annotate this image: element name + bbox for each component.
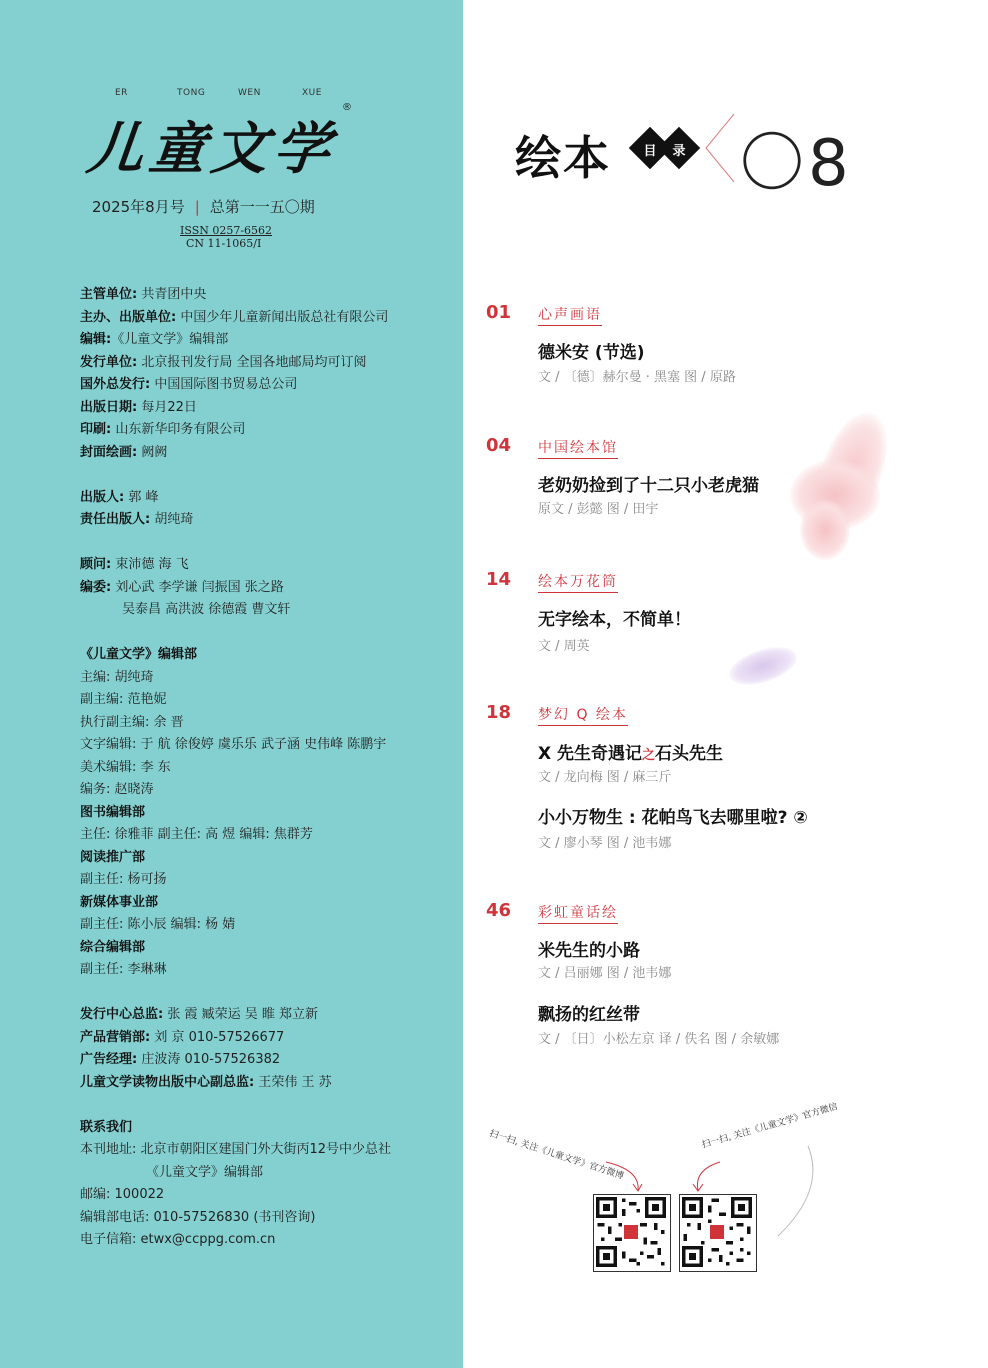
issn-block	[180, 224, 272, 250]
qr-code-wechat-icon[interactable]	[679, 1194, 757, 1272]
toc-title-link[interactable]: 小小万物生 : 花帕鸟飞去哪里啦? ②	[538, 808, 808, 828]
toc-title: 绘本	[515, 131, 611, 185]
toc-page: 01	[486, 302, 512, 323]
toc-byline: 文 / 吕丽娜 图 / 池韦娜	[538, 966, 672, 981]
toc-title-link[interactable]: 无字绘本，不简单！	[538, 610, 691, 630]
toc-byline: 文 / 〔德〕赫尔曼 · 黑塞 图 / 原路	[538, 370, 736, 385]
contact-postcode: 邮编: 100022	[80, 1187, 165, 1202]
pinyin-tong: TONG	[177, 88, 206, 98]
toc-section: 中国绘本馆	[538, 437, 618, 459]
arrow-down-icon	[690, 1160, 730, 1194]
credit-row: 出版人: 郭 峰	[80, 489, 159, 505]
toc-byline: 文 / 廖小琴 图 / 池韦娜	[538, 836, 672, 851]
credit-row: 编务: 赵晓涛	[80, 782, 154, 797]
qr-pattern	[594, 1195, 668, 1269]
toc-page: 14	[486, 569, 512, 590]
dept-heading: 《儿童文学》编辑部	[80, 647, 198, 662]
pinyin-xue: XUE	[302, 88, 322, 98]
toc-page: 18	[486, 702, 512, 723]
cn-number: CN 11-1065/I	[186, 237, 262, 250]
toc-title-link[interactable]: 老奶奶捡到了十二只小老虎猫	[538, 476, 759, 496]
contact-phone: 编辑部电话: 010-57526830 (书刊咨询)	[80, 1209, 316, 1225]
issn-number: ISSN 0257-6562	[180, 224, 273, 237]
credit-row: 发行单位: 北京报刊发行局 全国各地邮局均可订阅	[80, 354, 367, 370]
credit-row: 广告经理: 庄波涛 010-57526382	[80, 1052, 281, 1067]
toc-byline: 文 / 周英	[538, 639, 590, 654]
toc-label-lu: 录	[672, 144, 686, 159]
chevron-left-icon	[700, 110, 740, 186]
dept-heading: 综合编辑部	[80, 939, 146, 955]
credit-row: 产品营销部: 刘 京 010-57526677	[80, 1029, 285, 1045]
issue-number: 〇8	[740, 127, 853, 201]
contact-email: 电子信箱: etwx@ccppg.com.cn	[80, 1232, 276, 1247]
credit-row: 美术编辑: 李 东	[80, 759, 171, 775]
qr-pattern	[680, 1195, 754, 1269]
toc-page: 04	[486, 435, 512, 456]
credit-row: 主办、出版单位: 中国少年儿童新闻出版总社有限公司	[80, 309, 389, 325]
credit-row: 顾问: 束沛德 海 飞	[80, 557, 189, 572]
registered-mark: ®	[342, 102, 352, 113]
dept-heading: 新媒体事业部	[80, 894, 159, 910]
decor-pink-blob	[800, 500, 850, 560]
credit-row: 出版日期: 每月22日	[80, 399, 197, 415]
dept-heading: 阅读推广部	[80, 849, 146, 865]
toc-page: 46	[486, 900, 512, 921]
credit-row: 吴泰昌 高洪波 徐德霞 曹文轩	[122, 602, 291, 617]
decor-lilac-blob	[725, 640, 801, 692]
qr-caption-wechat: 扫一扫, 关注《儿童文学》官方微信	[700, 1102, 839, 1151]
toc-label-mu: 目	[643, 144, 657, 159]
decor-arc	[768, 1140, 828, 1240]
toc-title-link[interactable]: 德米安 (节选)	[538, 343, 645, 363]
credit-row: 副主任: 杨可扬	[80, 872, 167, 887]
credit-row: 发行中心总监: 张 霞 臧荣运 吴 睢 郑立新	[80, 1007, 318, 1022]
dept-heading: 图书编辑部	[80, 804, 146, 820]
arrow-down-icon	[600, 1160, 650, 1194]
credit-row: 责任出版人: 胡纯琦	[80, 512, 194, 527]
credit-row: 主任: 徐雅菲 副主任: 高 煜 编辑: 焦群芳	[80, 827, 313, 842]
credits-list	[80, 284, 460, 1252]
issue-line	[92, 196, 315, 217]
issue-separator: |	[194, 198, 200, 216]
credit-row: 封面绘画: 阙阙	[80, 444, 168, 460]
credit-row: 副主编: 范艳妮	[80, 692, 167, 707]
contact-heading: 联系我们	[80, 1119, 133, 1135]
magazine-logo: 儿童文学	[84, 116, 340, 182]
toc-section: 彩虹童话绘	[538, 902, 618, 924]
contact-address: 本刊地址: 北京市朝阳区建国门外大街丙12号中少总社	[80, 1142, 392, 1157]
toc-title-link[interactable]: 飘扬的红丝带	[538, 1005, 640, 1025]
toc-byline: 文 / 〔日〕小松左京 译 / 佚名 图 / 余敏娜	[538, 1032, 780, 1047]
toc-section: 心声画语	[538, 304, 602, 326]
credit-row: 执行副主编: 余 晋	[80, 714, 184, 730]
qr-caption-weibo: 扫一扫, 关注《儿童文学》官方微博	[487, 1128, 625, 1182]
toc-section: 绘本万花筒	[538, 571, 618, 593]
credit-row: 编委: 刘心武 李学谦 闫振国 张之路	[80, 579, 284, 595]
toc-title-link[interactable]: 米先生的小路	[538, 941, 640, 961]
pinyin-wen: WEN	[238, 88, 261, 98]
credit-row: 文字编辑: 于 航 徐俊婷 虞乐乐 武子涵 史伟峰 陈鹏宇	[80, 737, 387, 752]
issue-date: 2025年8月号	[92, 198, 185, 216]
toc-byline: 文 / 龙向梅 图 / 麻三斤	[538, 770, 672, 785]
credit-row: 副主任: 陈小辰 编辑: 杨 婧	[80, 917, 236, 932]
pinyin-er: ER	[115, 88, 128, 98]
credit-row: 主编: 胡纯琦	[80, 669, 154, 685]
credit-row: 编辑:《儿童文学》编辑部	[80, 332, 229, 347]
credit-row: 副主任: 李琳琳	[80, 962, 167, 977]
toc-title-link[interactable]: X 先生奇遇记之石头先生	[538, 744, 724, 764]
credit-row: 国外总发行: 中国国际图书贸易总公司	[80, 377, 298, 392]
contact-address-line2: 《儿童文学》编辑部	[146, 1164, 264, 1180]
issue-serial: 总第一一五〇期	[209, 198, 315, 216]
toc-section: 梦幻 Q 绘本	[538, 704, 628, 726]
credit-row: 印刷: 山东新华印务有限公司	[80, 422, 246, 437]
qr-code-weibo-icon[interactable]	[593, 1194, 671, 1272]
credit-row: 儿童文学读物出版中心副总监: 王荣伟 王 苏	[80, 1074, 332, 1090]
credit-row: 主管单位: 共青团中央	[80, 287, 207, 302]
toc-byline: 原文 / 彭懿 图 / 田宇	[538, 502, 659, 517]
